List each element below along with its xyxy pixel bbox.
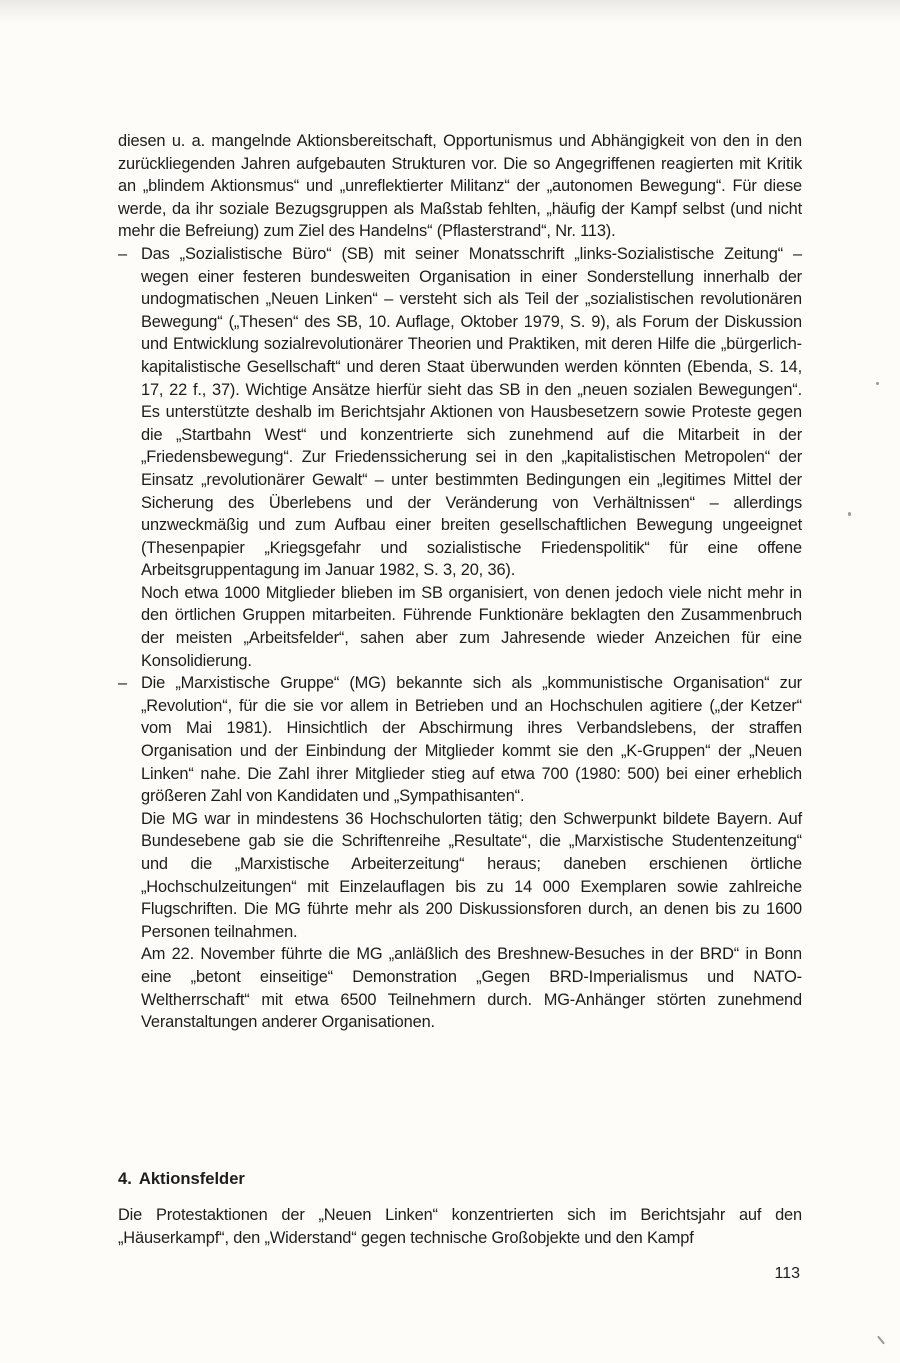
scan-speck [848, 512, 851, 516]
page-body [118, 130, 802, 1034]
list-item-marxistische-gruppe [118, 672, 802, 1034]
list-dash: – [118, 674, 128, 693]
list-item-sozialistisches-buero [118, 243, 802, 672]
closing-paragraph: Die Protestaktionen der „Neuen Linken“ konzentrierten sich im Berichtsjahr auf den „Häuserkampf“, den „Widerstand“ gegen technische Großobjekte und den Kampf [118, 1206, 802, 1247]
scan-edge-shadow [0, 0, 900, 24]
list-item-paragraph: Die MG war in mindestens 36 Hochschulorten tätig; den Schwerpunkt bildete Bayern. Auf Bundesebene gab sie die Schriftenreihe „Resultate“, die „Marxistische Studentenzeitung“ und die „Marxistische Arbeiterzeitung“ heraus; daneben erschienen örtliche „Hochschulzeitungen“ mit Einzelauflagen bis zu 14 000 Exemplaren sowie zahlreiche Flugschriften. Die MG führte mehr als 200 Diskussionsforen durch, an denen bis zu 1600 Personen teilnahmen. [141, 809, 802, 941]
section-title: Aktionsfelder [138, 1169, 245, 1188]
page-number: 113 [774, 1265, 800, 1282]
list-item-paragraph: Das „Sozialistische Büro“ (SB) mit seiner Monatsschrift „links-Sozialistische Zeitung“ – wegen einer festeren bundesweiten Organisation in einer Sonderstellung innerhalb der undogmatischen „Neuen Linken“ – versteht sich als Teil der „sozialistischen revolutionären Bewegung“ („Thesen“ des SB, 10. Auflage, Oktober 1979, S. 9), als Forum der Diskussion und Entwicklung sozialrevolutionärer Theorien und Praktiken, mit deren Hilfe die „bürgerlich-kapitalistische Gesellschaft“ und deren Staat überwunden werden könnten (Ebenda, S. 14, 17, 22 f., 37). Wichtige Ansätze hierfür sieht das SB in den „neuen sozialen Bewegungen“. Es unterstützte deshalb im Berichtsjahr Aktionen von Hausbesetzern sowie Proteste gegen die „Startbahn West“ und konzentrierte sich zunehmend auf die Mitarbeit in der „Friedensbewegung“. Zur Friedenssicherung sei in den „kapitalistischen Metropolen“ der Einsatz „revolutionärer Gewalt“ – unter bestimmten Bedingungen ein „legitimes Mittel der Sicherung des Überlebens und der Veränderung von Verhältnissen“ – allerdings unzweckmäßig und zum Aufbau einer breiten gesellschaftlichen Bewegung ungeeignet (Thesenpapier „Kriegsgefahr und sozialistische Friedenspolitik“ für eine offene Arbeitsgruppentagung im Januar 1982, S. 3, 20, 36). [141, 244, 802, 580]
scan-speck [877, 1336, 885, 1345]
section-number: 4. [118, 1169, 132, 1188]
list-item-paragraph: Noch etwa 1000 Mitglieder blieben im SB organisiert, von denen jedoch viele nicht mehr in den örtlichen Gruppen mitarbeiten. Führende Funktionäre beklagten den Zusammenbruch der meisten „Arbeitsfelder“, sahen aber zum Jahresende wieder Anzeichen für eine Konsolidierung. [141, 583, 802, 670]
list-item-paragraph: Die „Marxistische Gruppe“ (MG) bekannte sich als „kommunistische Organisation“ zur „Revolution“, für die sie vor allem in Betrieben und an Hochschulen agitiere („der Ketzer“ vom Mai 1981). Hinsichtlich der Abschirmung ihres Verbandslebens, der straffen Organisation und der Einbindung der Mitglieder kommt sie den „K-Gruppen“ der „Neuen Linken“ nahe. Die Zahl ihrer Mitglieder stieg auf etwa 700 (1980: 500) bei einer erheblich größeren Zahl von Kandidaten und „Sympathisanten“. [141, 674, 802, 806]
list-item-paragraph: Am 22. November führte die MG „anläßlich des Breshnew-Besuches in der BRD“ in Bonn eine „betont einseitige“ Demonstration „Gegen BRD-Imperialismus und NATO-Weltherrschaft“ mit etwa 6500 Teilnehmern durch. MG-Anhänger störten zunehmend Veranstaltungen anderer Organisationen. [141, 945, 802, 1032]
intro-paragraph: diesen u. a. mangelnde Aktionsbereitschaft, Opportunismus und Abhängigkeit von den in den zurückliegenden Jahren aufgebauten Strukturen vor. Die so Angegriffenen reagierten mit Kritik an „blindem Aktionsmus“ und „unreflektierter Militanz“ der „autonomen Bewegung“. Für diese werde, da ihr soziale Bezugsgruppen als Maßstab fehlten, „häufig der Kampf selbst (und nicht mehr die Befreiung) zum Ziel des Handelns“ (Pflasterstrand“, Nr. 113). [118, 132, 802, 241]
list-dash: – [118, 244, 128, 263]
scan-speck [876, 382, 879, 385]
section-heading [118, 1169, 245, 1189]
